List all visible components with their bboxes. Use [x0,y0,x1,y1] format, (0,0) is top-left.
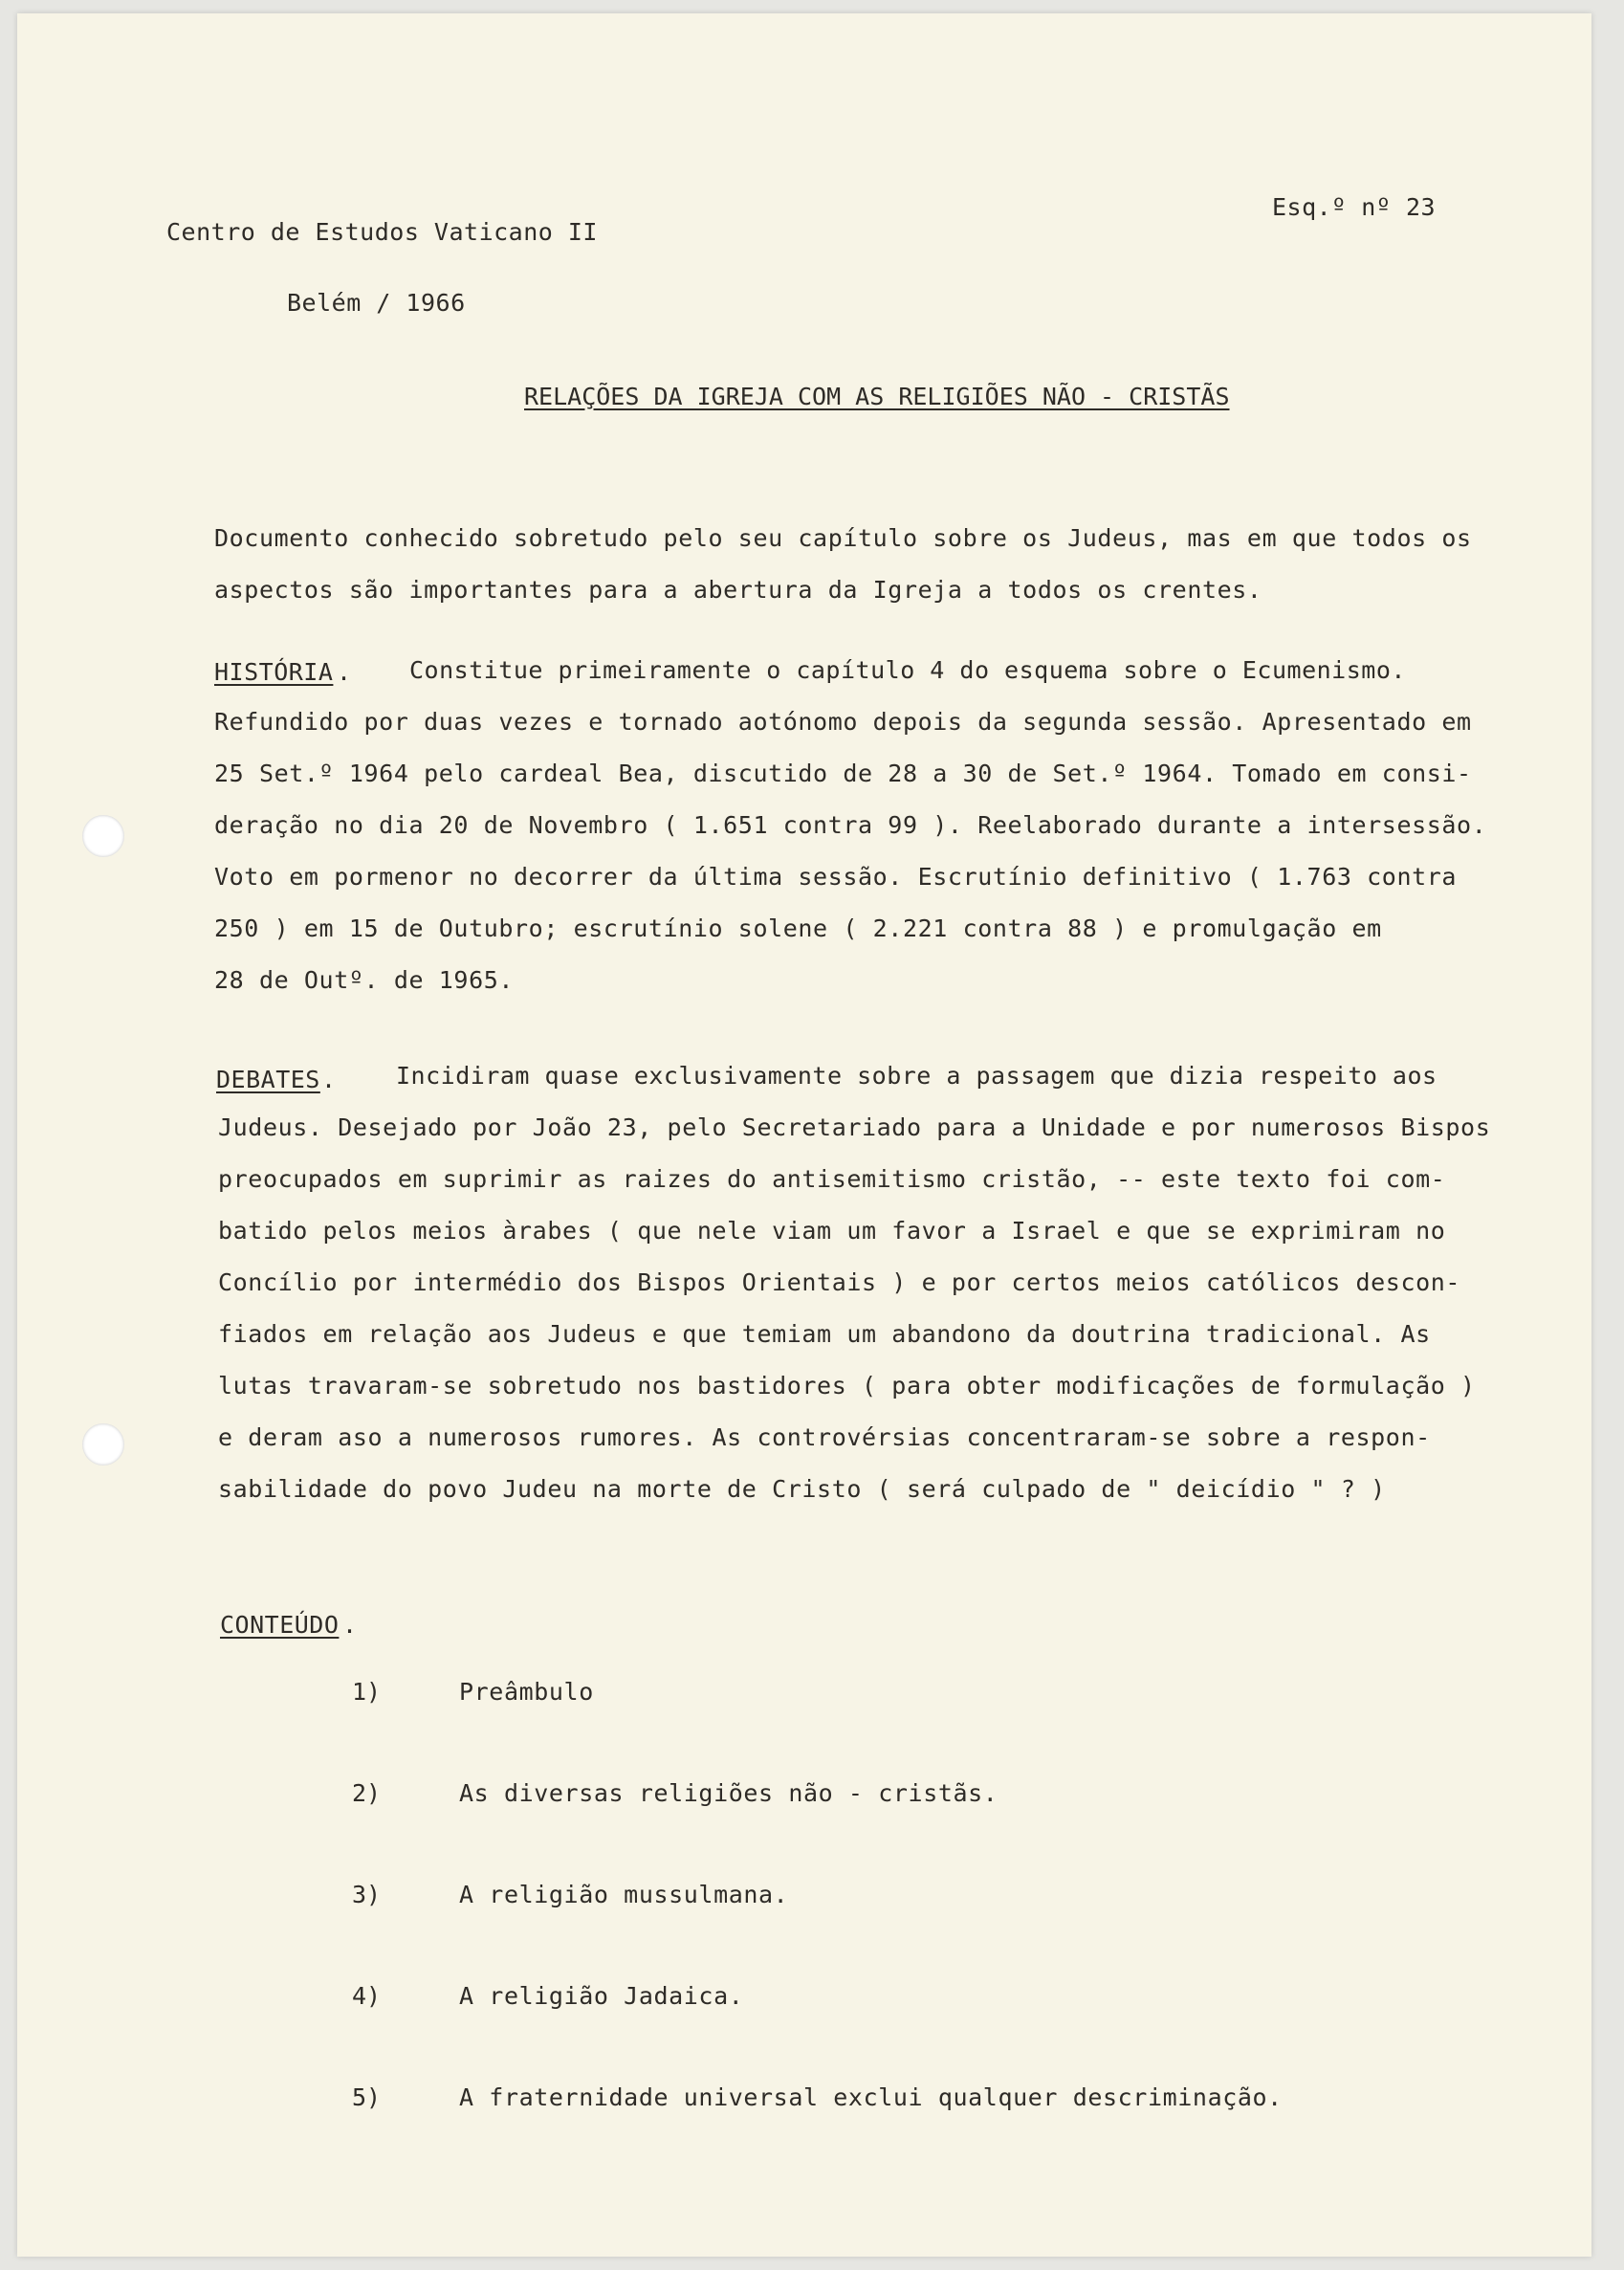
conteudo-heading-dot: . [342,1611,358,1639]
header-ref: Esq.º nº 23 [1272,193,1437,221]
historia-line: 25 Set.º 1964 pelo cardeal Bea, discutido de 28 a 30 de Set.º 1964. Tomado em consi- [214,760,1472,787]
list-item-number: 1) [352,1678,382,1706]
punch-hole [82,1423,124,1466]
intro-line: Documento conhecido sobretudo pelo seu capítulo sobre os Judeus, mas em que todos os [214,524,1472,552]
list-item: As diversas religiões não - cristãs. [459,1779,999,1807]
document-title: RELAÇÕES DA IGREJA COM AS RELIGIÕES NÃO - CRISTÃS [524,383,1230,410]
debates-line: batido pelos meios àrabes ( que nele viam um favor a Israel e que se exprimiram no [218,1217,1446,1245]
historia-line: Refundido por duas vezes e tornado aotónomo depois da segunda sessão. Apresentado em [214,708,1472,736]
historia-heading-dot: . [337,658,352,686]
historia-line: Voto em pormenor no decorrer da última sessão. Escrutínio definitivo ( 1.763 contra [214,863,1458,891]
debates-line: preocupados em suprimir as raizes do antisemitismo cristão, -- este texto foi com- [218,1165,1446,1193]
header-place-date: Belém / 1966 [287,289,466,317]
historia-line: 250 ) em 15 de Outubro; escrutínio solene ( 2.221 contra 88 ) e promulgação em [214,915,1382,942]
historia-line: Constitue primeiramente o capítulo 4 do esquema sobre o Ecumenismo. [409,656,1406,684]
debates-line: Concílio por intermédio dos Bispos Orientais ) e por certos meios católicos descon- [218,1268,1461,1296]
list-item-number: 5) [352,2083,382,2111]
historia-heading: HISTÓRIA [214,658,334,686]
list-item-number: 2) [352,1779,382,1807]
debates-line: e deram aso a numerosos rumores. As controvérsias concentraram-se sobre a respon- [218,1423,1431,1451]
list-item: A fraternidade universal exclui qualquer descriminação. [459,2083,1283,2111]
list-item: A religião mussulmana. [459,1881,789,1908]
debates-line: lutas travaram-se sobretudo nos bastidores ( para obter modificações de formulação ) [218,1372,1476,1399]
list-item-number: 4) [352,1982,382,2010]
list-item: Preâmbulo [459,1678,594,1706]
historia-line: 28 de Outº. de 1965. [214,966,515,994]
list-item-number: 3) [352,1881,382,1908]
conteudo-heading: CONTEÚDO [220,1611,340,1639]
debates-line: Incidiram quase exclusivamente sobre a passagem que dizia respeito aos [396,1062,1437,1090]
list-item: A religião Jadaica. [459,1982,744,2010]
debates-line: sabilidade do povo Judeu na morte de Cristo ( será culpado de " deicídio " ? ) [218,1475,1386,1503]
debates-heading-dot: . [321,1066,337,1093]
debates-line: fiados em relação aos Judeus e que temiam um abandono da doutrina tradicional. As [218,1320,1431,1348]
historia-line: deração no dia 20 de Novembro ( 1.651 contra 99 ). Reelaborado durante a intersessão. [214,811,1487,839]
debates-line: Judeus. Desejado por João 23, pelo Secretariado para a Unidade e por numerosos Bispos [218,1113,1491,1141]
debates-heading: DEBATES [216,1066,320,1093]
punch-hole [82,815,124,857]
intro-line: aspectos são importantes para a abertura da Igreja a todos os crentes. [214,576,1262,604]
header-center: Centro de Estudos Vaticano II [166,218,598,246]
